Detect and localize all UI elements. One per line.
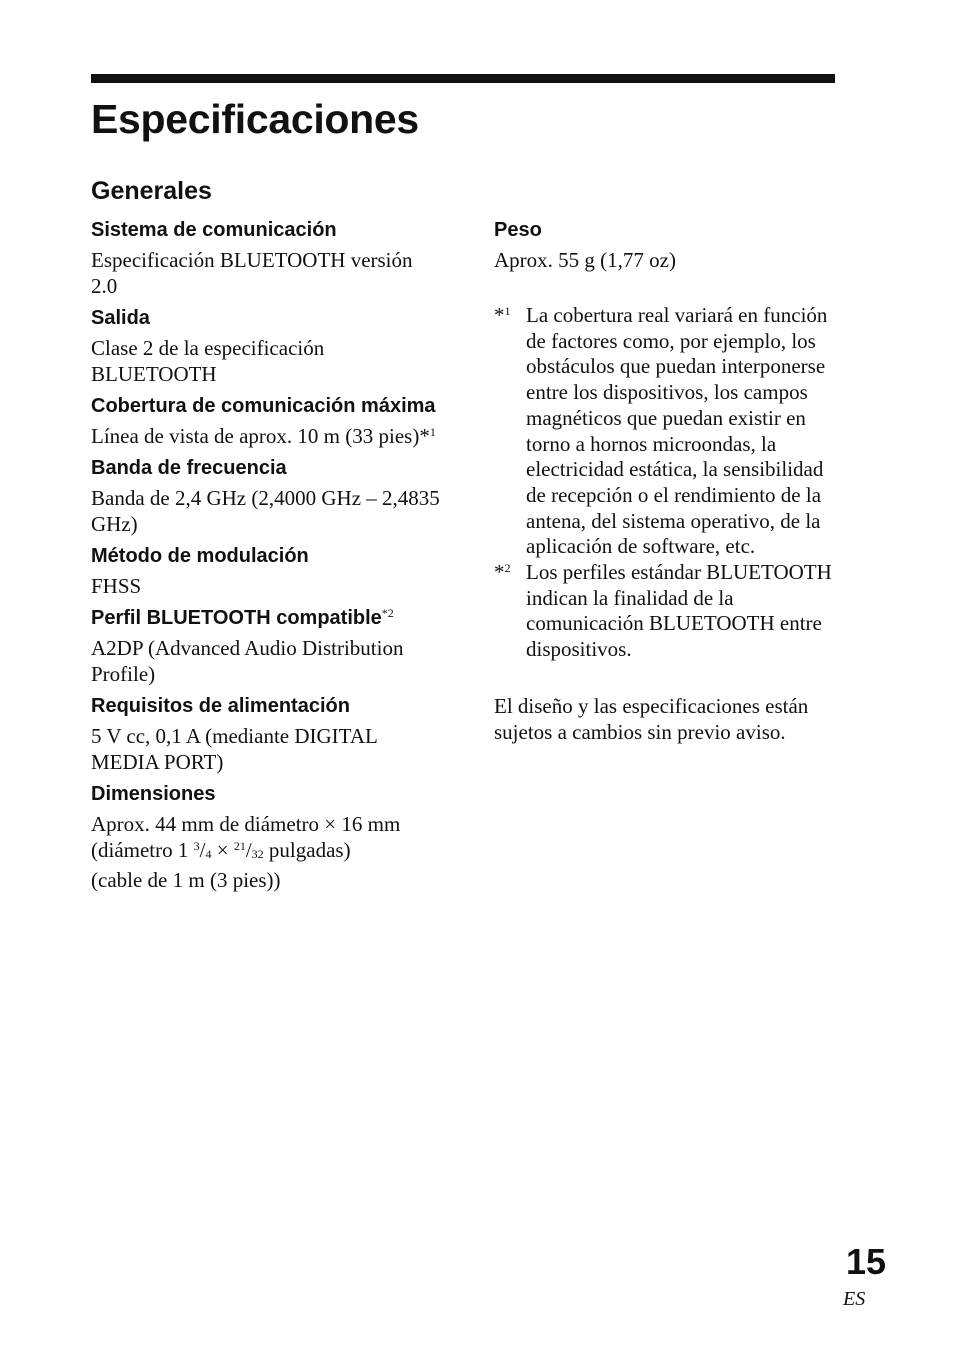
footnote-number: 2 (387, 606, 394, 620)
fraction-slash: / (199, 838, 206, 862)
page-title: Especificaciones (91, 96, 419, 142)
spec-value-text: pulgadas) (263, 838, 351, 862)
spec-value: Clase 2 de la especificación BLUETOOTH (91, 336, 325, 386)
spec-heading-text: Perfil BLUETOOTH compatible (91, 607, 382, 629)
footnote-ref (382, 606, 394, 620)
closing-note: El diseño y las especificaciones están sujetos a cambios sin previo aviso. (494, 693, 809, 744)
spec-heading: Cobertura de comunicación máxima (91, 395, 436, 417)
footnote-text: La cobertura real variará en función de factores como, por ejemplo, los obstáculos que puedan interponerse entre los dispositivos, los campos magnéticos que puedan existir en torno a hornos microondas, la electricidad estática, la sensibilidad de recepción o el rendimiento de la antena, del sistema operativo, de la aplicación de software, etc. (526, 303, 828, 559)
spec-value: A2DP (Advanced Audio Distribution Profile) (91, 636, 404, 686)
spec-heading: Dimensiones (91, 783, 216, 805)
left-column (91, 217, 441, 893)
spec-value: Aprox. 55 g (1,77 oz) (494, 248, 676, 272)
spec-value: 5 V cc, 0,1 A (mediante DIGITAL MEDIA PORT) (91, 724, 378, 774)
spec-weight (494, 217, 839, 273)
spec-modulation (91, 543, 441, 599)
fraction-numerator: 21 (233, 839, 246, 853)
page-number: 15 (845, 1241, 886, 1282)
spec-heading: Peso (494, 219, 542, 241)
spec-value: Banda de 2,4 GHz (2,4000 GHz – 2,4835 GHz) (91, 486, 440, 536)
spec-value-text: Línea de vista de aprox. 10 m (33 pies)* (91, 424, 430, 448)
spec-heading (91, 605, 441, 631)
footnote-number: 2 (504, 561, 511, 576)
footnote-mark: * (494, 560, 505, 585)
spec-value-text: Aprox. 44 mm de diámetro × 16 mm (diámetro 1 (91, 812, 401, 862)
spec-communication-system (91, 217, 441, 299)
spec-value (91, 811, 441, 863)
footnotes (494, 303, 839, 663)
right-column (494, 217, 839, 766)
footnote-marker (494, 560, 526, 663)
spec-heading: Banda de frecuencia (91, 457, 287, 479)
spec-dimensions (91, 781, 441, 893)
spec-value: FHSS (91, 574, 142, 598)
footnote-mark: * (494, 303, 505, 327)
footnote-text: Los perfiles estándar BLUETOOTH indican la finalidad de la comunicación BLUETOOTH entre dispositivos. (526, 560, 832, 662)
footnote-mark: * (381, 606, 388, 620)
footnote (494, 560, 839, 663)
fraction-slash: / (245, 838, 252, 862)
footnote-marker (494, 303, 526, 560)
spec-power (91, 693, 441, 775)
section-heading: Generales (91, 177, 212, 205)
spec-value (91, 423, 441, 449)
spec-heading: Sistema de comunicación (91, 219, 337, 241)
spec-max-range (91, 393, 441, 449)
title-rule (91, 74, 835, 83)
fraction-numerator: 3 (193, 839, 200, 853)
language-code: ES (843, 1288, 866, 1310)
spec-heading: Salida (91, 307, 150, 329)
spec-frequency-band (91, 455, 441, 537)
spec-output (91, 305, 441, 387)
spec-heading: Método de modulación (91, 545, 309, 567)
spec-heading: Requisitos de alimentación (91, 695, 350, 717)
times-sign: × (211, 838, 234, 862)
fraction-denominator: 4 (205, 847, 212, 861)
fraction-denominator: 32 (251, 847, 264, 861)
footnote (494, 303, 839, 560)
spec-bluetooth-profile (91, 605, 441, 687)
footnote-ref: 1 (429, 425, 436, 439)
footnote-number: 1 (504, 304, 511, 318)
spec-value-cable: (cable de 1 m (3 pies)) (91, 868, 281, 892)
spec-value: Especificación BLUETOOTH versión 2.0 (91, 248, 413, 298)
